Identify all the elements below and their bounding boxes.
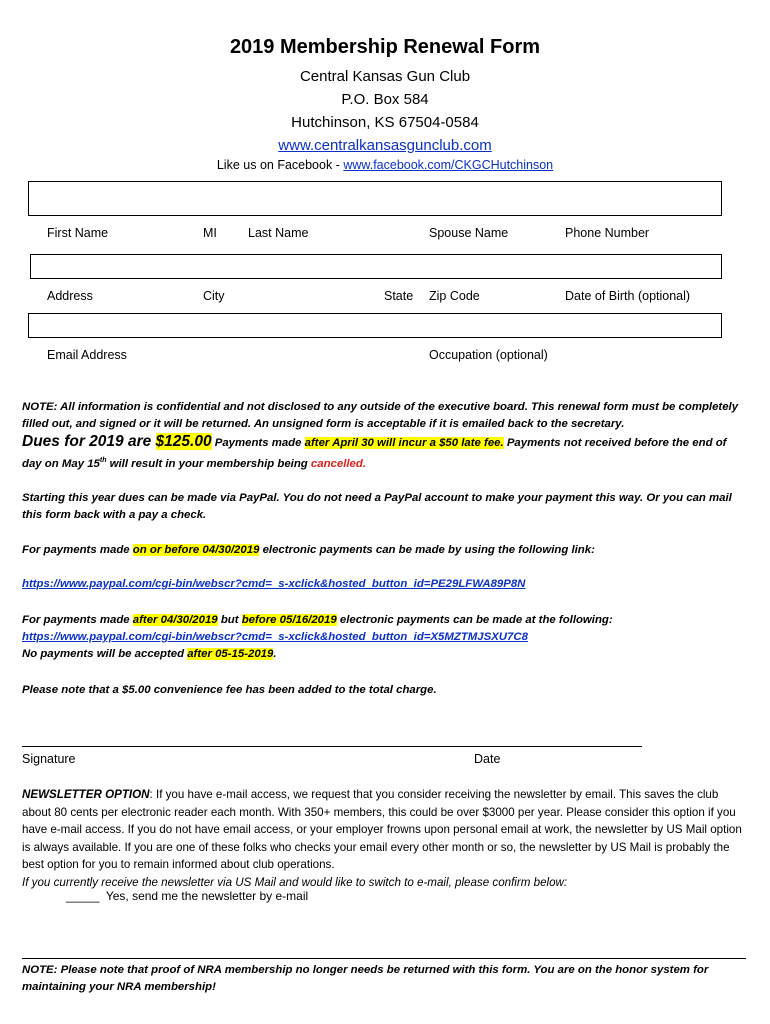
late-mid: but <box>217 614 242 626</box>
no-payments-date: after 05-15-2019 <box>187 648 274 660</box>
late-fee-text: after April 30 will incur a $50 late fee. <box>304 437 504 449</box>
no-payments-prefix: No payments will be accepted <box>22 648 188 660</box>
confidential-text: NOTE: All information is confidential and not disclosed to any outside of the executive board. This renewal form must be completely filled out, and signed or it will be returned. An unsigned form is acceptable if it is emailed back to the secretary. <box>22 401 739 430</box>
date-of-birth-label: Date of Birth (optional) <box>565 289 691 303</box>
newsletter-option <box>66 889 308 903</box>
email-row-input[interactable] <box>28 313 722 338</box>
not-received-text: Payments not received before the end of day on May 15 <box>22 437 727 470</box>
dues-prefix: Dues for 2019 are <box>22 433 156 450</box>
early-payment-line <box>22 542 742 559</box>
convenience-fee-note: Please note that a $5.00 convenience fee has been added to the total charge. <box>22 684 437 696</box>
mi-label: MI <box>203 226 217 240</box>
occupation-label: Occupation (optional) <box>429 348 548 362</box>
state-label: State <box>384 289 414 303</box>
po-box: P.O. Box 584 <box>341 91 429 108</box>
late-payment-block <box>22 612 742 663</box>
paypal-intro: Starting this year dues can be made via PayPal. You do not need a PayPal account to make your payment this way. Or you can mail this form back with a pay a check. <box>22 492 732 521</box>
city-label: City <box>203 289 225 303</box>
result-text: will result in your membership being <box>106 457 311 470</box>
newsletter-blank[interactable]: _____ <box>66 889 100 903</box>
newsletter-body: : If you have e-mail access, we request that you consider receiving the newsletter by email. This saves the club about 80 cents per electronic reader each month. With 350+ members, this could be over $3000 per year. Please consider this option if you have e-mail access. If you do not have email access, or your employer frowns upon personal email at work, the newsletter by US Mail option is always available. If you are one of these folks who checks your email every other month or so, the newsletter by US Mail is probably the best option for you to remain informed about club operations. <box>22 788 742 871</box>
newsletter-option-label: Yes, send me the newsletter by e-mail <box>99 889 309 903</box>
late-prefix: For payments made <box>22 614 133 626</box>
early-date: on or before 04/30/2019 <box>132 544 260 556</box>
address-label: Address <box>47 289 93 303</box>
facebook-line <box>0 158 770 172</box>
early-suffix: electronic payments can be made by using the following link: <box>259 544 595 556</box>
page-title: 2019 Membership Renewal Form <box>229 36 541 58</box>
early-paypal-link[interactable]: https://www.paypal.com/cgi-bin/webscr?cmd=_s-xclick&hosted_button_id=PE29LFWA89P8N <box>22 578 526 590</box>
city-state: Hutchinson, KS 67504-0584 <box>291 114 479 131</box>
org-name: Central Kansas Gun Club <box>299 68 471 85</box>
first-name-label: First Name <box>47 226 109 240</box>
footer-divider <box>22 958 746 959</box>
website-link[interactable]: www.centralkansasgunclub.com <box>278 137 492 154</box>
confidential-note <box>22 399 742 473</box>
date-label: Date <box>474 752 501 766</box>
cancelled-text: cancelled. <box>310 457 367 470</box>
signature-line[interactable] <box>22 746 642 747</box>
superscript-th: th <box>99 457 107 464</box>
phone-number-label: Phone Number <box>565 226 650 240</box>
spouse-name-label: Spouse Name <box>429 226 509 240</box>
zip-code-label: Zip Code <box>429 289 480 303</box>
newsletter-switch-note: If you currently receive the newsletter via US Mail and would like to switch to e-mail, please confirm below: <box>22 875 568 889</box>
no-payments-suffix: . <box>273 648 277 660</box>
dues-amount: $125.00 <box>155 433 212 450</box>
late-suffix: electronic payments can be made at the following: <box>336 614 613 626</box>
late-date-1: after 04/30/2019 <box>132 614 218 626</box>
nra-note: NOTE: Please note that proof of NRA membership no longer needs be returned with this form. You are on the honor system for maintaining your NRA membership! <box>22 964 709 993</box>
signature-label: Signature <box>22 752 76 766</box>
late-paypal-link[interactable]: https://www.paypal.com/cgi-bin/webscr?cmd=_s-xclick&hosted_button_id=X5MZTMJSXU7C8 <box>22 631 528 643</box>
email-address-label: Email Address <box>47 348 127 362</box>
newsletter-heading: NEWSLETTER OPTION <box>22 788 150 801</box>
newsletter-paragraph <box>22 786 746 891</box>
facebook-link[interactable]: www.facebook.com/CKGCHutchinson <box>343 158 554 172</box>
facebook-prefix: Like us on Facebook - <box>216 158 344 172</box>
last-name-label: Last Name <box>248 226 309 240</box>
name-row-input[interactable] <box>28 181 722 216</box>
address-row-input[interactable] <box>30 254 722 279</box>
payments-made-text: Payments made <box>211 437 305 449</box>
late-date-2: before 05/16/2019 <box>241 614 337 626</box>
early-prefix: For payments made <box>22 544 133 556</box>
